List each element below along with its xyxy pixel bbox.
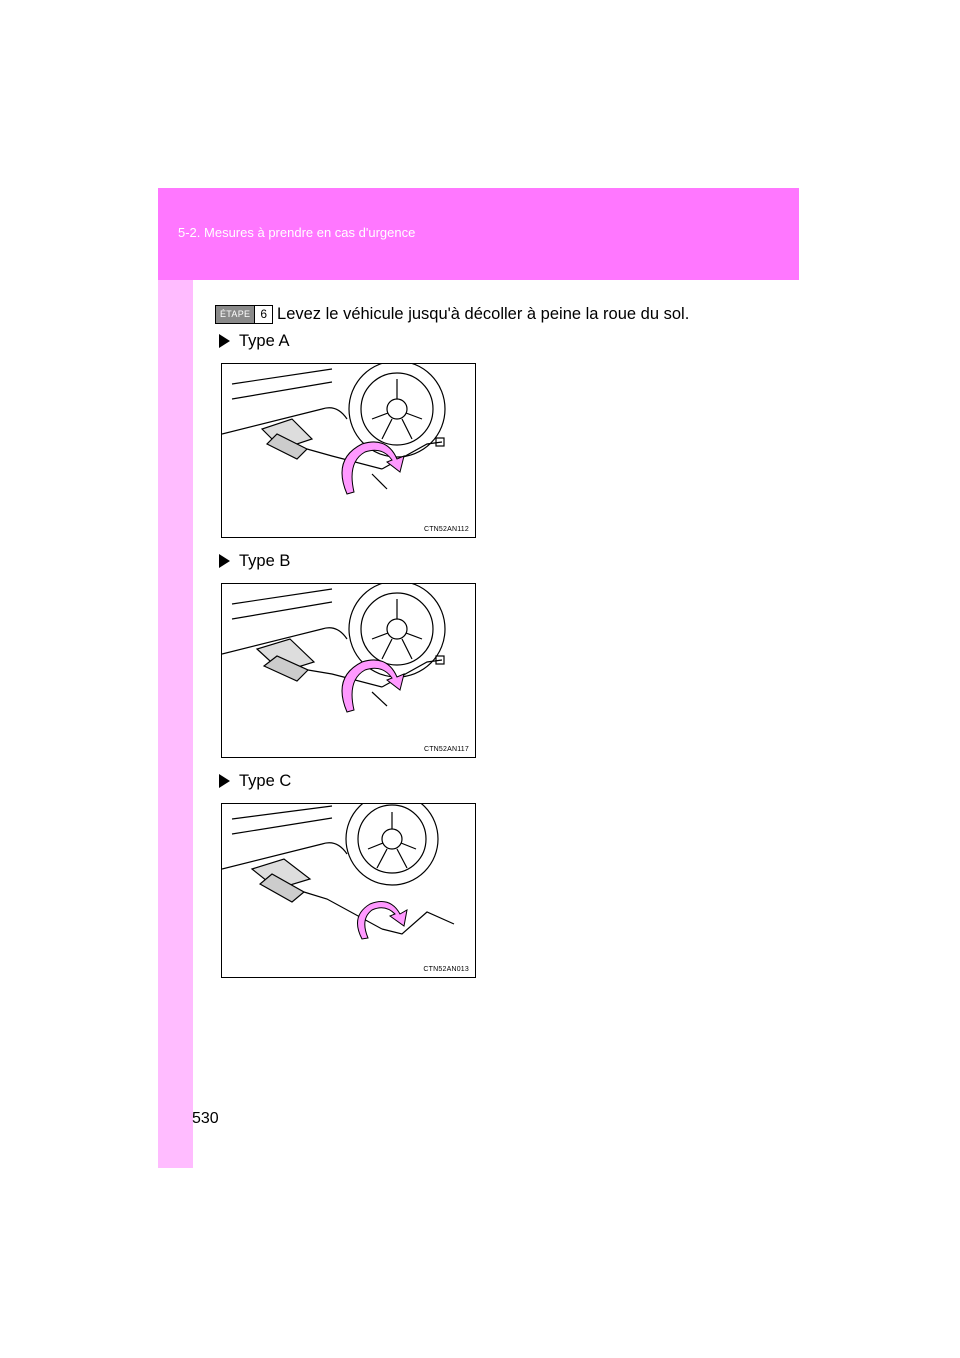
step-instruction [215, 302, 689, 326]
type-a-text: Type A [239, 331, 290, 350]
figure-type-b [221, 583, 476, 758]
triangle-bullet-icon [219, 774, 230, 788]
type-c-text: Type C [239, 771, 292, 790]
figure-type-c [221, 803, 476, 978]
triangle-bullet-icon [219, 554, 230, 568]
jack-illustration-type-c [222, 804, 477, 979]
type-b-label [219, 550, 290, 572]
step-badge-label: ÉTAPE [216, 306, 254, 323]
figure-type-a [221, 363, 476, 538]
step-badge-number: 6 [254, 306, 272, 323]
jack-illustration-type-a [222, 364, 477, 539]
figure-code-b: CTN52AN117 [423, 746, 469, 753]
figure-code-a: CTN52AN112 [423, 526, 469, 533]
step-badge [215, 305, 273, 324]
triangle-bullet-icon [219, 334, 230, 348]
section-title: 5-2. Mesures à prendre en cas d'urgence [178, 225, 416, 240]
type-b-text: Type B [239, 551, 291, 570]
type-c-label [219, 770, 291, 792]
figure-code-c: CTN52AN013 [423, 966, 469, 973]
page-sidebar-band [158, 188, 193, 1168]
type-a-label [219, 330, 289, 352]
step-text: Levez le véhicule jusqu'à décoller à peine la roue du sol. [277, 304, 690, 323]
jack-illustration-type-b [222, 584, 477, 759]
page-number: 530 [192, 1110, 219, 1127]
